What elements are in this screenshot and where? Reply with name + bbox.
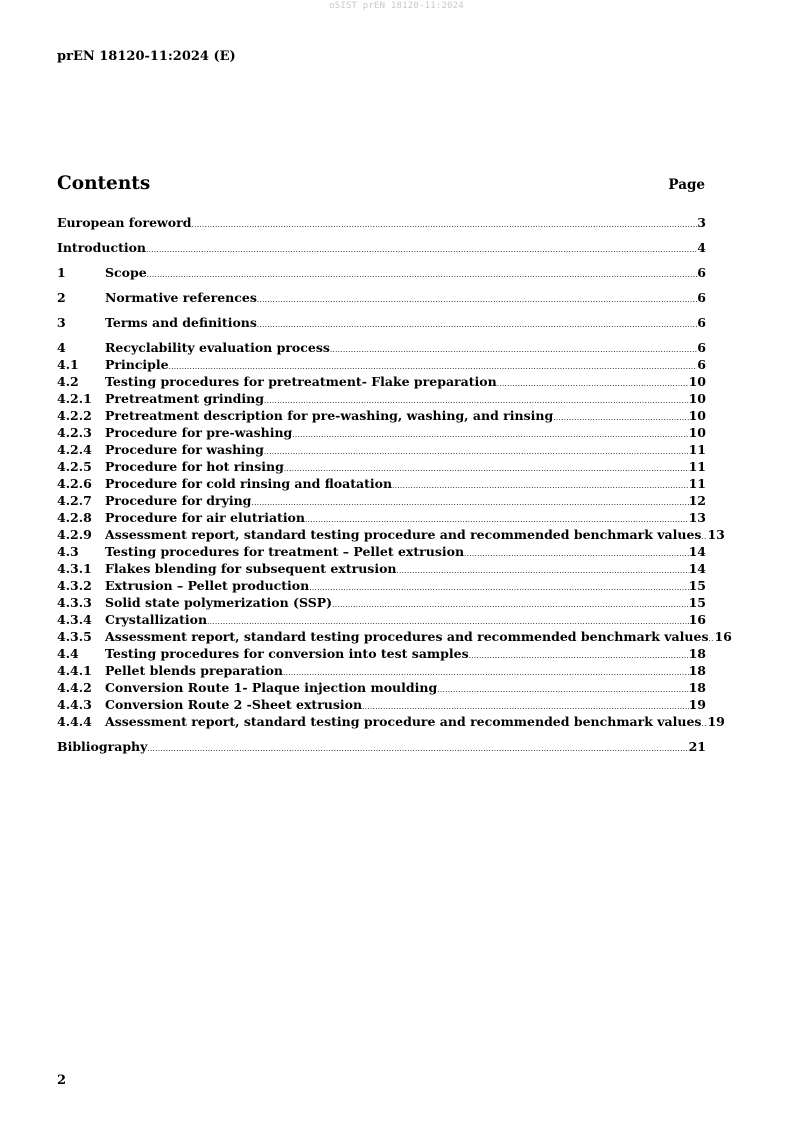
- toc-entry-page: 16: [688, 612, 706, 627]
- toc-entry-page: 6: [697, 290, 706, 305]
- toc-entry[interactable]: [57, 339, 706, 356]
- contents-title: Contents: [57, 173, 151, 194]
- toc-entry[interactable]: [57, 645, 706, 662]
- toc-entry-title: European foreword: [57, 215, 192, 230]
- toc-entry-page: 13: [707, 527, 725, 542]
- toc-leader: [497, 376, 689, 393]
- toc-entry[interactable]: [57, 373, 706, 390]
- toc-entry-title: Procedure for drying: [105, 493, 252, 508]
- toc-entry-number: 4.2.9: [57, 527, 92, 542]
- toc-entry-title: Introduction: [57, 240, 147, 255]
- toc-entry-title: Conversion Route 2 -Sheet extrusion: [105, 697, 363, 712]
- toc-entry-title: Recyclability evaluation process: [105, 340, 330, 355]
- toc-entry-title: Normative references: [105, 290, 257, 305]
- toc-entry[interactable]: [57, 738, 706, 755]
- toc-entry-title: Pretreatment description for pre-washing, washing, and rinsing: [105, 408, 554, 423]
- toc-entry-page: 3: [697, 215, 706, 230]
- toc-leader: [257, 292, 697, 309]
- toc-entry-page: 10: [688, 425, 706, 440]
- toc-entry-title: Assessment report, standard testing procedure and recommended benchmark values: [105, 714, 702, 729]
- toc-leader: [257, 317, 697, 334]
- toc-entry-number: 4.3.1: [57, 561, 92, 576]
- toc-leader: [469, 648, 689, 665]
- toc-entry-title: Solid state polymerization (SSP): [105, 595, 333, 610]
- toc-entry-page: 19: [707, 714, 725, 729]
- toc-entry-number: 4.2.3: [57, 425, 92, 440]
- toc-entry-page: 13: [688, 510, 706, 525]
- toc-entry[interactable]: [57, 264, 706, 281]
- toc-entry[interactable]: [57, 526, 725, 543]
- page-column-label: Page: [668, 177, 705, 193]
- toc-entry[interactable]: [57, 577, 706, 594]
- toc-entry-number: 4.3.5: [57, 629, 92, 644]
- toc-entry[interactable]: [57, 407, 706, 424]
- toc-entry-title: Pellet blends preparation: [105, 663, 284, 678]
- toc-entry-page: 11: [688, 476, 706, 491]
- toc-entry-title: Scope: [105, 265, 147, 280]
- toc-leader: [147, 267, 698, 284]
- toc-entry[interactable]: [57, 441, 706, 458]
- toc-entry[interactable]: [57, 214, 706, 231]
- toc-leader: [251, 495, 688, 512]
- toc-entry-number: 4.3.4: [57, 612, 92, 627]
- toc-entry-page: 6: [697, 340, 706, 355]
- toc-leader: [264, 444, 689, 461]
- toc-entry-number: 4.2.2: [57, 408, 92, 423]
- toc-leader: [147, 741, 688, 758]
- toc-entry-page: 10: [688, 408, 706, 423]
- toc-entry-title: Pretreatment grinding: [105, 391, 264, 406]
- toc-entry-number: 4.2.6: [57, 476, 92, 491]
- toc-leader: [437, 682, 688, 699]
- toc-entry-number: 4.2.4: [57, 442, 92, 457]
- toc-entry[interactable]: [57, 390, 706, 407]
- toc-entry[interactable]: [57, 239, 706, 256]
- toc-leader: [292, 427, 688, 444]
- toc-entry-page: 6: [697, 265, 706, 280]
- toc-leader: [191, 217, 697, 234]
- toc-entry-number: 4.2.7: [57, 493, 92, 508]
- toc-entry-title: Testing procedures for treatment – Pellet extrusion: [105, 544, 465, 559]
- toc-entry-number: 4.4: [57, 646, 79, 661]
- toc-entry-page: 18: [688, 680, 706, 695]
- toc-entry-title: Assessment report, standard testing procedure and recommended benchmark values: [105, 527, 702, 542]
- toc-entry-title: Procedure for air elutriation: [105, 510, 305, 525]
- toc-entry-title: Procedure for washing: [105, 442, 264, 457]
- toc-entry-title: Flakes blending for subsequent extrusion: [105, 561, 397, 576]
- table-of-contents: [57, 214, 732, 755]
- toc-entry-page: 11: [688, 442, 706, 457]
- toc-entry[interactable]: [57, 611, 706, 628]
- toc-entry-number: 4.3: [57, 544, 79, 559]
- toc-entry-page: 14: [688, 544, 706, 559]
- toc-entry-title: Procedure for cold rinsing and floatation: [105, 476, 393, 491]
- toc-leader: [309, 580, 688, 597]
- toc-entry-page: 6: [697, 315, 706, 330]
- toc-entry-page: 4: [697, 240, 706, 255]
- toc-entry-title: Procedure for pre-washing: [105, 425, 293, 440]
- toc-entry-number: 4.4.4: [57, 714, 92, 729]
- toc-entry[interactable]: [57, 458, 706, 475]
- toc-entry[interactable]: [57, 594, 706, 611]
- toc-entry-number: 4.2.5: [57, 459, 92, 474]
- toc-entry-page: 21: [688, 739, 706, 754]
- watermark: oSIST prEN 18120-11:2024: [329, 1, 464, 11]
- toc-entry-title: Terms and definitions: [105, 315, 257, 330]
- toc-entry-page: 12: [688, 493, 706, 508]
- toc-entry-number: 3: [57, 315, 66, 330]
- toc-entry-number: 4.2: [57, 374, 79, 389]
- toc-entry[interactable]: [57, 713, 725, 730]
- toc-entry-number: 1: [57, 265, 66, 280]
- toc-leader: [553, 410, 688, 427]
- toc-entry[interactable]: [57, 492, 706, 509]
- toc-entry-number: 2: [57, 290, 66, 305]
- toc-entry[interactable]: [57, 356, 706, 373]
- toc-entry-title: Crystallization: [105, 612, 208, 627]
- toc-leader: [146, 242, 697, 259]
- toc-entry[interactable]: [57, 560, 706, 577]
- toc-entry[interactable]: [57, 314, 706, 331]
- toc-entry-page: 19: [688, 697, 706, 712]
- toc-entry-page: 10: [688, 391, 706, 406]
- toc-entry[interactable]: [57, 662, 706, 679]
- toc-entry[interactable]: [57, 424, 706, 441]
- toc-entry-page: 10: [688, 374, 706, 389]
- document-id: prEN 18120-11:2024 (E): [57, 49, 236, 64]
- toc-entry-page: 18: [688, 663, 706, 678]
- toc-entry-page: 15: [688, 595, 706, 610]
- toc-entry-number: 4.4.2: [57, 680, 92, 695]
- toc-entry-number: 4.3.2: [57, 578, 92, 593]
- toc-entry-number: 4.4.3: [57, 697, 92, 712]
- toc-leader: [392, 478, 689, 495]
- toc-entry-title: Testing procedures for pretreatment- Flake preparation: [105, 374, 497, 389]
- toc-entry-page: 18: [688, 646, 706, 661]
- toc-entry[interactable]: [57, 475, 706, 492]
- toc-entry[interactable]: [57, 289, 706, 306]
- toc-entry-title: Testing procedures for conversion into test samples: [105, 646, 469, 661]
- toc-entry[interactable]: [57, 628, 732, 645]
- toc-leader: [397, 563, 689, 580]
- toc-entry[interactable]: [57, 509, 706, 526]
- toc-entry-title: Conversion Route 1- Plaque injection moulding: [105, 680, 438, 695]
- toc-entry-number: 4.2.8: [57, 510, 92, 525]
- toc-entry-number: 4.1: [57, 357, 79, 372]
- toc-entry-title: Extrusion – Pellet production: [105, 578, 310, 593]
- toc-entry-title: Assessment report, standard testing procedures and recommended benchmark values: [105, 629, 709, 644]
- toc-leader: [330, 342, 697, 359]
- toc-entry-page: 6: [697, 357, 706, 372]
- toc-entry-page: 16: [714, 629, 732, 644]
- toc-entry-title: Principle: [105, 357, 169, 372]
- toc-entry-page: 15: [688, 578, 706, 593]
- toc-entry-number: 4.3.3: [57, 595, 92, 610]
- toc-entry[interactable]: [57, 543, 706, 560]
- toc-entry-page: 14: [688, 561, 706, 576]
- toc-leader: [332, 597, 689, 614]
- toc-entry[interactable]: [57, 679, 706, 696]
- toc-entry-title: Procedure for hot rinsing: [105, 459, 284, 474]
- toc-entry[interactable]: [57, 696, 706, 713]
- toc-entry-page: 11: [688, 459, 706, 474]
- toc-entry-number: 4.2.1: [57, 391, 92, 406]
- toc-entry-title: Bibliography: [57, 739, 148, 754]
- page-number: 2: [57, 1073, 67, 1088]
- toc-leader: [464, 546, 689, 563]
- toc-entry-number: 4: [57, 340, 66, 355]
- toc-entry-number: 4.4.1: [57, 663, 92, 678]
